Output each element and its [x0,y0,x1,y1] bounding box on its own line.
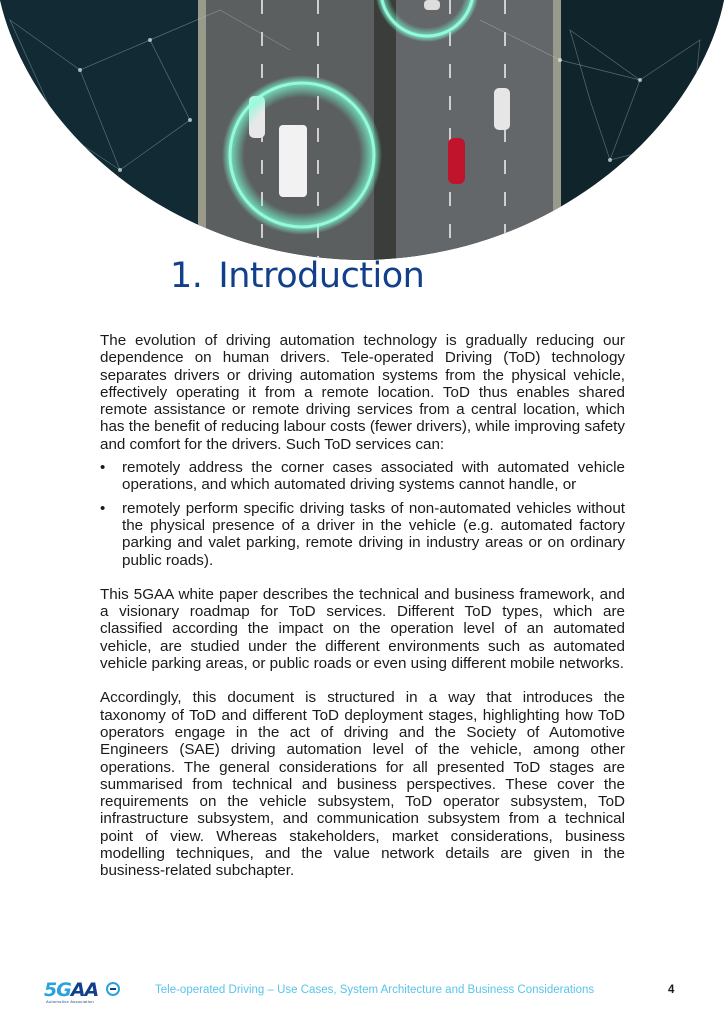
list-item [100,459,625,494]
logo-tagline: Automotive Association [46,999,94,1004]
body-text [100,332,625,880]
signal-ring-icon [106,982,120,996]
bridge-aerial-illustration [0,0,724,260]
5gaa-logo [44,980,124,1004]
services-list [100,459,625,569]
bullet-icon: • [100,499,106,517]
hero-image [0,0,724,260]
logo-suffix: AA [70,979,99,1001]
list-item [100,500,625,569]
list-item-text: remotely address the corner cases associated with automated vehicle operations, and which automated driving systems cannot handle, or [122,459,625,494]
paragraph-intro: The evolution of driving automation technology is gradually reducing our dependence on human drivers. Tele-operated Driving (ToD) technology separates drivers or driving automation systems from the physical vehicle, effectively operating it from a remote location. ToD thus enables shared remote assistance or remote driving services from a central location, which has the benefit of reducing labour costs (fewer drivers), while improving safety and comfort for the drivers. Such ToD services can: [100,332,625,453]
paragraph-white-paper: This 5GAA white paper describes the technical and business framework, and a visionary roadmap for ToD services. Different ToD types, which are classified according the impact on the operation level of an automated vehicle, are studied under the different environments such as automated vehicle parking areas, or public roads or even using different mobile networks. [100,585,625,673]
list-item-text: remotely perform specific driving tasks of non-automated vehicles without the physical presence of a driver in the vehicle (e.g. automated factory parking and valet parking, remote driving in industry areas or on ordinary public roads). [122,499,625,569]
page-number: 4 [668,984,675,996]
section-title: Introduction [218,256,425,296]
footer-document-title: Tele-operated Driving – Use Cases, System Architecture and Business Considerations [155,984,595,996]
logo-prefix: 5G [44,979,71,1001]
section-heading [170,256,424,296]
bullet-icon: • [100,459,106,477]
paragraph-structure: Accordingly, this document is structured in a way that introduces the taxonomy of ToD and different ToD deployment stages, highlighting how ToD operators engage in the act of driving and the Society of Automotive Engineers (SAE) driving automation level of the vehicle, among other operations. The general considerations for all presented ToD stages are summarised from technical and business perspectives. These cover the requirements on the vehicle subsystem, ToD operator subsystem, ToD infrastructure subsystem, and communication subsystem from a technical point of view. Whereas stakeholders, market considerations, business modelling techniques, and the value network details are given in the business-related subchapter. [100,689,625,880]
section-number: 1. [170,256,203,296]
